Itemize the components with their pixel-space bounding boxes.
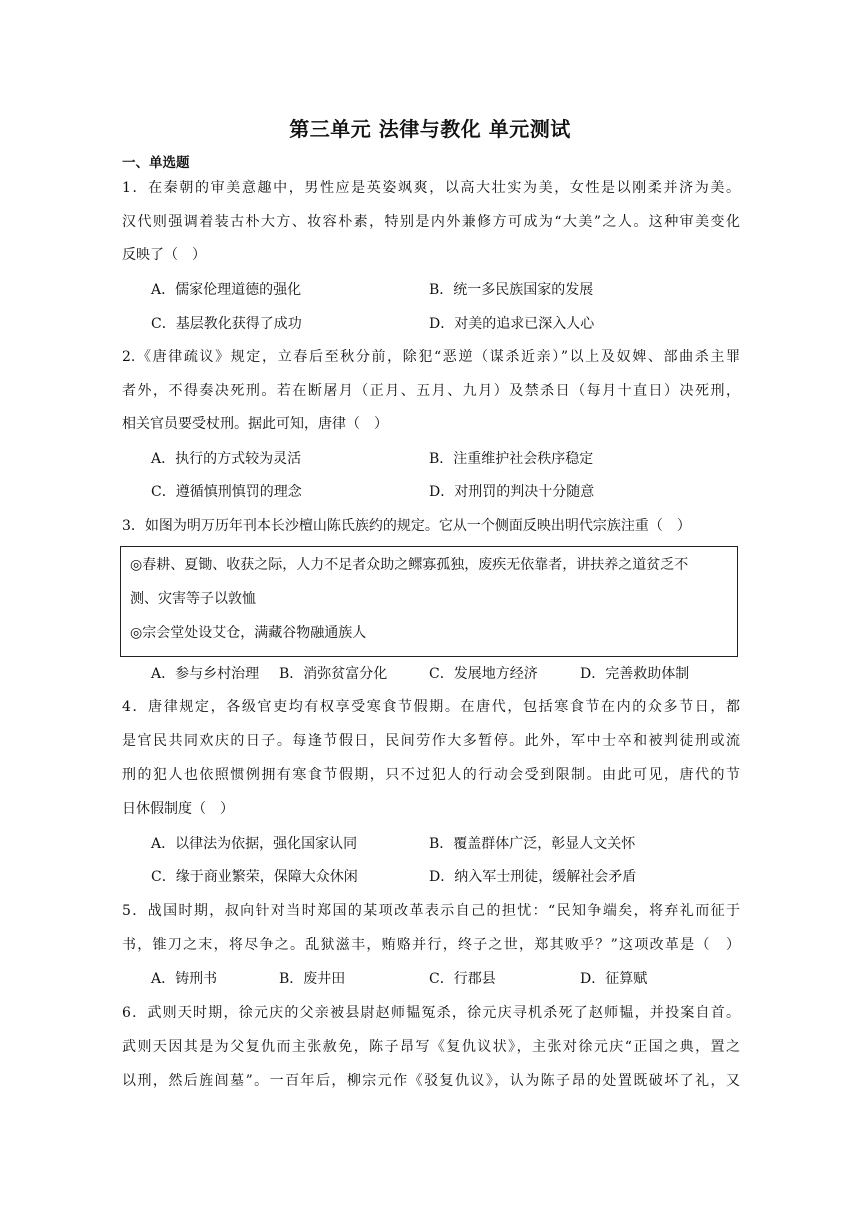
question-4-option-a: A．以律法为依据，强化国家认同 bbox=[151, 836, 358, 852]
question-2-option-a: A．执行的方式较为灵活 bbox=[151, 451, 302, 467]
question-4-line: 刑的犯人也依照惯例拥有寒食节假期，只不过犯人的行动会受到限制。由此可见，唐代的节 bbox=[122, 767, 740, 783]
section-heading: 一、单选题 bbox=[122, 155, 190, 171]
question-3-option-d: D．完善救助体制 bbox=[580, 666, 690, 682]
question-5-option-c: C．行郡县 bbox=[429, 971, 496, 987]
question-3-line: 3．如图为明万历年刊本长沙檀山陈氏族约的规定。它从一个侧面反映出明代宗族注重（ ） bbox=[122, 518, 691, 534]
question-2-option-c: C．遵循慎刑慎罚的理念 bbox=[151, 484, 302, 500]
question-3-option-c: C．发展地方经济 bbox=[429, 666, 538, 682]
question-1-option-b: B．统一多民族国家的发展 bbox=[429, 282, 594, 298]
question-3-option-b: B．消弥贫富分化 bbox=[279, 666, 388, 682]
question-1-option-d: D．对美的追求已深入人心 bbox=[429, 316, 595, 332]
quote-line: 测、灾害等子以敦恤 bbox=[130, 591, 256, 607]
quote-line: ◎宗会堂处设艾仓，满藏谷物融通族人 bbox=[130, 625, 367, 641]
question-1-line: 1．在秦朝的审美意趣中，男性应是英姿飒爽，以高大壮实为美，女性是以刚柔并济为美。 bbox=[122, 180, 740, 196]
question-4-option-d: D．纳入军士刑徒，缓解社会矛盾 bbox=[429, 869, 637, 885]
question-5-option-d: D．征算赋 bbox=[580, 971, 648, 987]
question-1-option-a: A．儒家伦理道德的强化 bbox=[151, 282, 302, 298]
question-5-option-a: A．铸刑书 bbox=[151, 971, 218, 987]
question-4-line: 日休假制度（ ） bbox=[122, 801, 234, 817]
question-2-option-d: D．对刑罚的判决十分随意 bbox=[429, 484, 595, 500]
question-5-line: 5．战国时期，叔向针对当时郑国的某项改革表示自己的担忧：“民知争端矣，将弃礼而征于 bbox=[122, 903, 740, 919]
question-2-line: 者外，不得奏决死刑。若在断屠月（正月、五月、九月）及禁杀日（每月十直日）决死刑， bbox=[122, 383, 740, 399]
quote-line: ◎春耕、夏锄、收获之际，人力不足者众助之鳏寡孤独，废疾无依靠者，讲扶养之道贫乏不 bbox=[130, 557, 689, 573]
question-5-option-b: B．废井田 bbox=[279, 971, 346, 987]
question-6-line: 6．武则天时期，徐元庆的父亲被县尉赵师韫冤杀，徐元庆寻机杀死了赵师韫，并投案自首。 bbox=[122, 1005, 740, 1021]
question-6-line: 武则天因其是为父复仇而主张赦免，陈子昂写《复仇议状》，主张对徐元庆“正国之典，置之 bbox=[122, 1039, 740, 1055]
question-4-option-c: C．缘于商业繁荣，保障大众休闲 bbox=[151, 869, 358, 885]
question-4-option-b: B．覆盖群体广泛，彰显人文关怀 bbox=[429, 836, 636, 852]
question-6-line: 以刑，然后旌闾墓”。一百年后，柳宗元作《驳复仇议》，认为陈子昂的处置既破坏了礼，又 bbox=[122, 1073, 740, 1089]
question-2-line: 相关官员要受杖刑。据此可知，唐律（ ） bbox=[122, 416, 388, 432]
question-4-line: 4．唐律规定，各级官吏均有权享受寒食节假期。在唐代，包括寒食节在内的众多节日，都 bbox=[122, 699, 740, 715]
question-2-option-b: B．注重维护社会秩序稳定 bbox=[429, 451, 594, 467]
question-5-line: 书，锥刀之末，将尽争之。乱狱滋丰，贿赂并行，终子之世，郑其败乎？”这项改革是（ ） bbox=[122, 937, 740, 953]
question-1-line: 反映了（ ） bbox=[122, 247, 206, 263]
page-title: 第三单元 法律与教化 单元测试 bbox=[289, 117, 571, 141]
question-3-option-a: A．参与乡村治理 bbox=[151, 666, 260, 682]
question-1-option-c: C．基层教化获得了成功 bbox=[151, 316, 302, 332]
question-1-line: 汉代则强调着装古朴大方、妆容朴素，特别是内外兼修方可成为“大美”之人。这种审美变化 bbox=[122, 214, 740, 230]
question-2-line: 2.《唐律疏议》规定，立春后至秋分前，除犯“恶逆（谋杀近亲）”以上及奴婢、部曲杀主罪 bbox=[122, 349, 740, 365]
question-4-line: 是官民共同欢庆的日子。每逢节假日，民间劳作大多暂停。此外，军中士卒和被判徒刑或流 bbox=[122, 733, 740, 749]
